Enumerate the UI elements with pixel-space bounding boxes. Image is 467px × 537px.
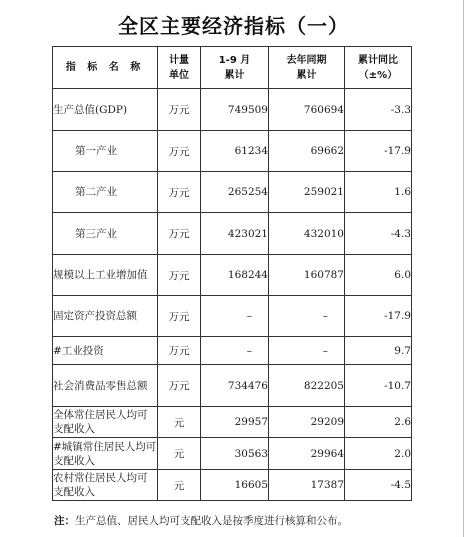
growth-value: 2.0 [345, 438, 412, 470]
current-value: 168244 [201, 255, 269, 296]
table-row [53, 296, 412, 337]
unit-cell: 元 [158, 407, 201, 438]
unit-cell: 万元 [158, 296, 201, 337]
current-value: 61234 [201, 131, 269, 172]
current-value: 265254 [201, 172, 269, 213]
economic-indicators-table [52, 46, 412, 501]
indicator-name: 第二产业 [53, 172, 158, 213]
current-value: – [201, 337, 269, 365]
table-row [53, 365, 412, 407]
footnote-text: 生产总值、居民人均可支配收入是按季度进行核算和公布。 [75, 515, 348, 527]
prior-value: 17387 [269, 470, 345, 501]
table-row [53, 470, 412, 501]
growth-value: 2.6 [345, 407, 412, 438]
unit-cell: 万元 [158, 89, 201, 131]
indicator-name: #工业投资 [53, 337, 158, 365]
indicator-name: 生产总值(GDP) [53, 89, 158, 131]
header-indicator [53, 47, 158, 89]
indicator-name: #城镇常住居民人均可支配收入 [53, 438, 158, 470]
growth-value: 1.6 [345, 172, 412, 213]
header-growth [345, 47, 412, 89]
unit-cell: 万元 [158, 172, 201, 213]
footnote [54, 513, 348, 528]
unit-cell: 元 [158, 438, 201, 470]
header-row [53, 47, 412, 89]
table-row [53, 131, 412, 172]
unit-cell: 万元 [158, 365, 201, 407]
current-value: 16605 [201, 470, 269, 501]
prior-value: 822205 [269, 365, 345, 407]
current-value: 749509 [201, 89, 269, 131]
unit-cell: 元 [158, 470, 201, 501]
prior-value: – [269, 337, 345, 365]
page-edge-divider [463, 0, 464, 537]
growth-value: -4.3 [345, 213, 412, 255]
indicator-name: 社会消费品零售总额 [53, 365, 158, 407]
prior-value: 29209 [269, 407, 345, 438]
growth-value: 6.0 [345, 255, 412, 296]
current-value: 29957 [201, 407, 269, 438]
indicator-name: 第一产业 [53, 131, 158, 172]
unit-cell: 万元 [158, 131, 201, 172]
indicator-name: 农村常住居民人均可支配收入 [53, 470, 158, 501]
table-row [53, 213, 412, 255]
growth-value: -17.9 [345, 131, 412, 172]
indicator-name: 固定资产投资总额 [53, 296, 158, 337]
table-row [53, 407, 412, 438]
unit-cell: 万元 [158, 255, 201, 296]
current-value: 30563 [201, 438, 269, 470]
header-unit [158, 47, 201, 89]
header-indicator-label: 指 标 名 称 [65, 62, 145, 73]
current-value: 734476 [201, 365, 269, 407]
prior-value: 259021 [269, 172, 345, 213]
header-unit-line1: 计量 [169, 54, 189, 66]
header-growth-line1: 累计同比 [358, 54, 398, 66]
prior-value: 432010 [269, 213, 345, 255]
prior-value: 69662 [269, 131, 345, 172]
table-row [53, 172, 412, 213]
header-unit-line2: 单位 [169, 69, 189, 81]
current-value: 423021 [201, 213, 269, 255]
header-current-line1: 1-9 月 [218, 54, 251, 66]
table-row [53, 255, 412, 296]
page-title: 全区主要经济指标（一） [118, 14, 349, 38]
table-row [53, 89, 412, 131]
prior-value: – [269, 296, 345, 337]
prior-value: 29964 [269, 438, 345, 470]
growth-value: 9.7 [345, 337, 412, 365]
header-prior-line2: 累计 [296, 69, 317, 81]
unit-cell: 万元 [158, 213, 201, 255]
footnote-label: 注： [54, 515, 75, 527]
unit-cell: 万元 [158, 337, 201, 365]
indicator-name: 规模以上工业增加值 [53, 255, 158, 296]
table-row [53, 337, 412, 365]
indicator-name: 第三产业 [53, 213, 158, 255]
header-current [201, 47, 269, 89]
header-growth-line2: （±%） [358, 69, 398, 81]
header-current-line2: 累计 [224, 69, 245, 81]
prior-value: 760694 [269, 89, 345, 131]
growth-value: -3.3 [345, 89, 412, 131]
header-prior [269, 47, 345, 89]
growth-value: -4.5 [345, 470, 412, 501]
header-prior-line1: 去年同期 [286, 54, 327, 66]
growth-value: -17.9 [345, 296, 412, 337]
growth-value: -10.7 [345, 365, 412, 407]
prior-value: 160787 [269, 255, 345, 296]
current-value: – [201, 296, 269, 337]
indicator-name: 全体常住居民人均可支配收入 [53, 407, 158, 438]
table-row [53, 438, 412, 470]
